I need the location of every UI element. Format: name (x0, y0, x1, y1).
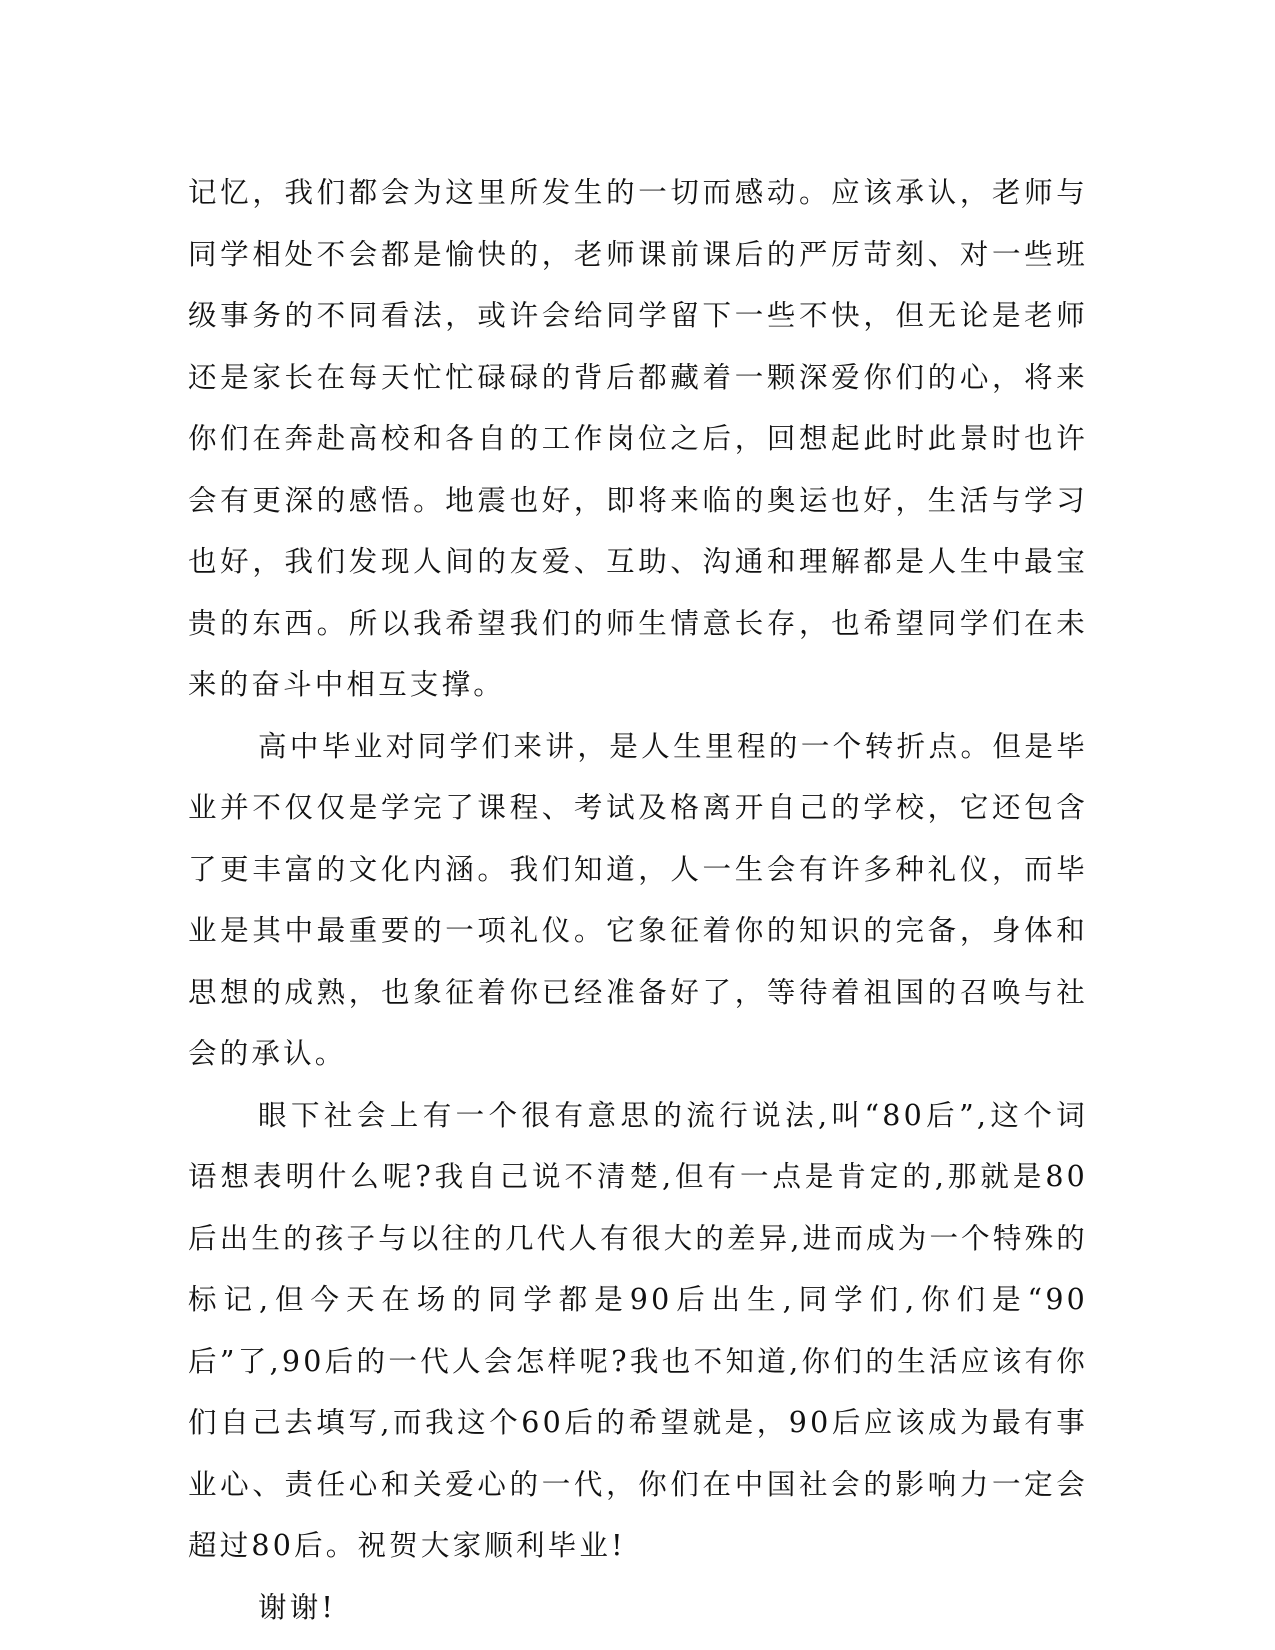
document-body (188, 162, 1088, 1638)
paragraph-closing: 谢谢! (258, 1590, 337, 1624)
paragraph-2: 高中毕业对同学们来讲，是人生里程的一个转折点。但是毕业并不仅仅是学完了课程、考试及格离开自己的学校，它还包含了更丰富的文化内涵。我们知道，人一生会有许多种礼仪，而毕业是其中最重要的一项礼仪。它象征着你的知识的完备，身体和思想的成熟，也象征着你已经准备好了，等待着祖国的召唤与社会的承认。 (188, 729, 1088, 1070)
paragraph-1: 记忆，我们都会为这里所发生的一切而感动。应该承认，老师与同学相处不会都是愉快的，老师课前课后的严厉苛刻、对一些班级事务的不同看法，或许会给同学留下一些不快，但无论是老师还是家长在每天忙忙碌碌的背后都藏着一颗深爱你们的心，将来你们在奔赴高校和各自的工作岗位之后，回想起此时此景时也许会有更深的感悟。地震也好，即将来临的奥运也好，生活与学习也好，我们发现人间的友爱、互助、沟通和理解都是人生中最宝贵的东西。所以我希望我们的师生情意长存，也希望同学们在未来的奋斗中相互支撑。 (188, 176, 1088, 701)
paragraph-3: 眼下社会上有一个很有意思的流行说法,叫“80后”,这个词语想表明什么呢?我自己说不清楚,但有一点是肯定的,那就是80后出生的孩子与以往的几代人有很大的差异,进而成为一个特殊的标记,但今天在场的同学都是90后出生,同学们,你们是“90后”了,90后的一代人会怎样呢?我也不知道,你们的生活应该有你们自己去填写,而我这个60后的希望就是，90后应该成为最有事业心、责任心和关爱心的一代，你们在中国社会的影响力一定会超过80后。祝贺大家顺利毕业! (188, 1098, 1088, 1562)
